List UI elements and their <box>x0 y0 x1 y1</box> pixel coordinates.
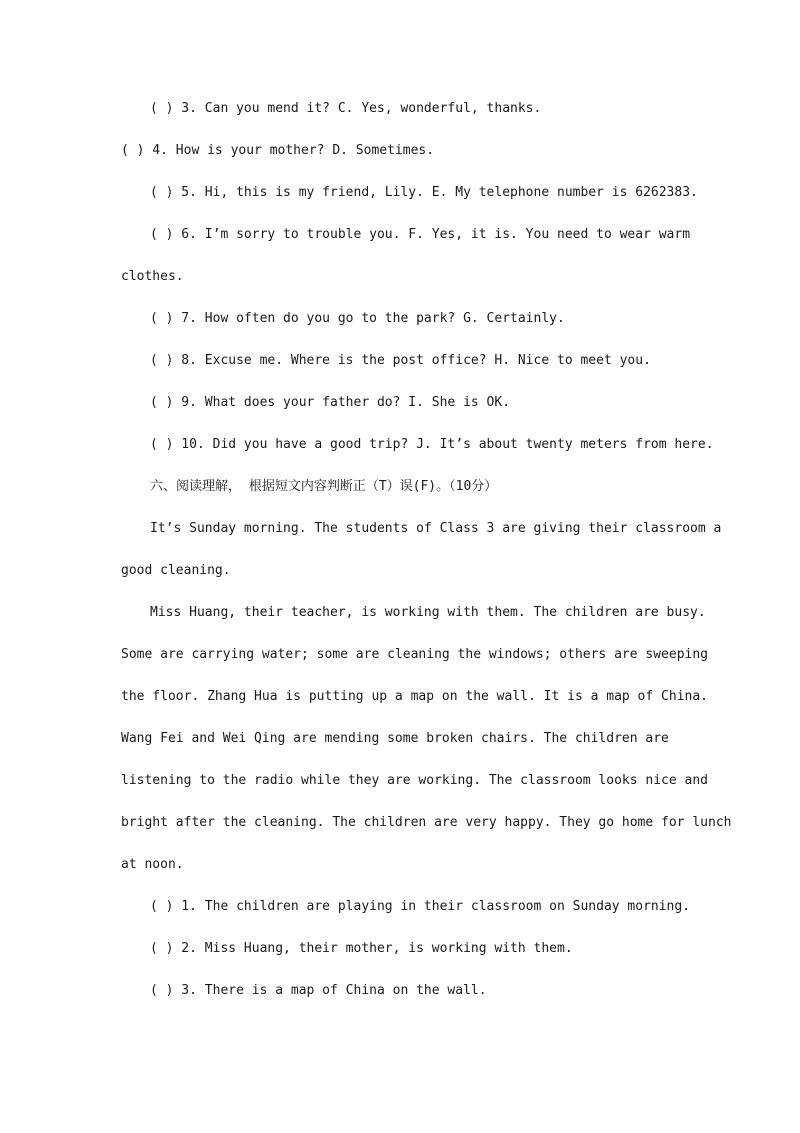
passage-line-1: It’s Sunday morning. The students of Class 3 are giving their classroom a <box>150 521 722 536</box>
matching-item-10: ( ) 10. Did you have a good trip? J. It’s about twenty meters from here. <box>150 437 714 452</box>
matching-item-8: ( ) 8. Excuse me. Where is the post office? H. Nice to meet you. <box>150 353 651 368</box>
passage-line-6: Wang Fei and Wei Qing are mending some broken chairs. The children are <box>121 731 669 746</box>
passage-line-3: Miss Huang, their teacher, is working with them. The children are busy. <box>150 605 706 620</box>
passage-line-5: the floor. Zhang Hua is putting up a map on the wall. It is a map of China. <box>121 689 708 704</box>
question-2: ( ) 2. Miss Huang, their mother, is working with them. <box>150 941 573 956</box>
passage-line-4: Some are carrying water; some are cleaning the windows; others are sweeping <box>121 647 708 662</box>
question-1: ( ) 1. The children are playing in their classroom on Sunday morning. <box>150 899 691 914</box>
passage-line-2: good cleaning. <box>121 563 231 578</box>
matching-item-6: ( ) 6. I’m sorry to trouble you. F. Yes, it is. You need to wear warm <box>150 227 691 242</box>
matching-item-3: ( ) 3. Can you mend it? C. Yes, wonderful, thanks. <box>150 101 542 116</box>
matching-item-7: ( ) 7. How often do you go to the park? G. Certainly. <box>150 311 565 326</box>
passage-line-7: listening to the radio while they are working. The classroom looks nice and <box>121 773 708 788</box>
section-heading: 六、阅读理解， 根据短文内容判断正（T）误(F)。（10分） <box>150 479 498 494</box>
matching-item-4: ( ) 4. How is your mother? D. Sometimes. <box>121 143 435 158</box>
passage-line-8: bright after the cleaning. The children are very happy. They go home for lunch <box>121 815 732 830</box>
matching-item-6-continued: clothes. <box>121 269 184 284</box>
matching-item-9: ( ) 9. What does your father do? I. She is OK. <box>150 395 511 410</box>
matching-item-5: ( ) 5. Hi, this is my friend, Lily. E. My telephone number is 6262383. <box>150 185 698 200</box>
passage-line-9: at noon. <box>121 857 184 872</box>
question-3: ( ) 3. There is a map of China on the wall. <box>150 983 487 998</box>
